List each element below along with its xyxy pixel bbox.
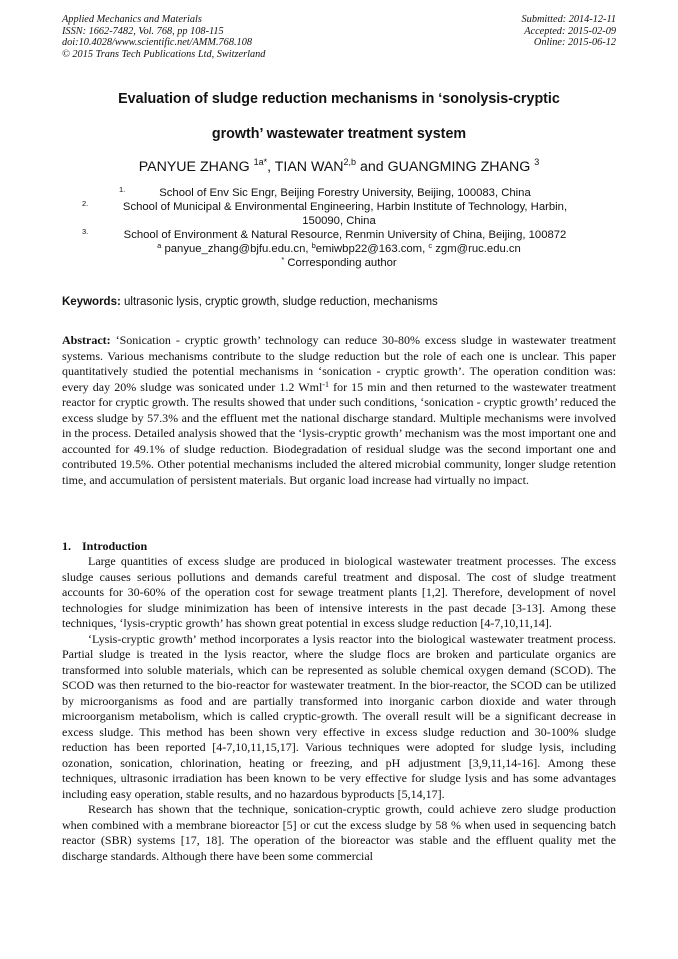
section-body: [62, 554, 616, 864]
affiliation-1: [62, 186, 616, 200]
email-b-marker: b: [311, 241, 316, 250]
abstract-unit-exponent: -1: [322, 379, 329, 389]
paragraph-1: Large quantities of excess sludge are produced in biological wastewater treatment processes. The excess sludge causes serious pollutions and demands careful treatment and disposal. The cost of sludge treatment accounts for 30-60% of the operation cost for sewage treatment plants [1,2]. Therefore, development of novel technologies for sludge minimization has been of intensive interests in the past decade [3-13]. Among these techniques, ‘lysis-cryptic growth’ has shown great potential in excess sludge reduction [4-7,10,11,14].: [62, 554, 616, 630]
keywords-label: Keywords:: [62, 296, 121, 308]
section-title: Introduction: [82, 539, 148, 553]
affiliation-2-number: 2.: [82, 199, 89, 208]
submitted-date: Submitted: 2014-12-11: [521, 14, 616, 25]
affiliation-1-number: 1.: [119, 185, 126, 194]
submission-dates: [522, 14, 616, 49]
paragraph-2: ‘Lysis-cryptic growth’ method incorporates a lysis reactor into the biological wastewater treatment process. Partial sludge is treated in the lysis reactor, where the sludge flocs are broken and particulate organics are transformed into soluble materials, which can be represented as soluble chemical oxygen demand (SCOD). The SCOD was then returned to the bio-reactor for wastewater treatment. In the bior-reactor, the SCOD can be utilized by microorganisms as food and are partially transformed into inorganic carbon dioxide and water through microorganism metabolism, which is called cryptic-growth. The overall result will be a significant decrease in excess sludge. This method has been shown very effective in excess sludge reduction and 30-100% sludge reduction has been reported [4-7,10,11,15,17]. Various techniques were adopted for sludge lysis, including ozonation, sonication, chlorination, heating or freezing, and pH adjustment [3,9,11,14-16]. Among these techniques, ultrasonic irradiation has been known to be very effective for sludge lysis and has some advantages including easy operation, stable results, and no hazardous byproducts [5,14,17].: [62, 631, 616, 801]
journal-doi: doi:10.4028/www.scientific.net/AMM.768.108: [62, 37, 252, 49]
author-2-affiliation: 2,b: [343, 157, 357, 167]
paragraph-3: Research has shown that the technique, sonication-cryptic growth, could achieve zero sludge production when combined with a membrane bioreactor [5] or cut the excess sludge by 58 % when used in sequencing batch reactor (SBR) systems [17, 18]. The operation of the bioreactor was stable and the effluent quality met the discharge standards. Although there have been some commercial: [62, 802, 616, 863]
abstract-text-1: ‘Sonication - cryptic growth’ technology can reduce 30-80% excess sludge in wastewater treatment systems. Various mechanisms contribute to the sludge reduction but the role of each one is unclear. This paper quantitatively studied the potential mechanisms in ‘sonication - cryptic growth’. The operation condition was: every day 20% sludge was sonicated under 1.2 Wml: [62, 333, 616, 394]
journal-info: [62, 14, 265, 60]
affiliation-3-number: 3.: [82, 227, 89, 236]
section-heading: [62, 539, 147, 555]
corresponding-marker: *: [281, 255, 285, 264]
affiliations: [62, 186, 616, 270]
corresponding-author-line: [62, 256, 616, 270]
journal-copyright: © 2015 Trans Tech Publications Ltd, Switzerland: [62, 48, 266, 60]
author-3-affiliation: 3: [534, 157, 540, 167]
accepted-date: Accepted: 2015-02-09: [524, 25, 616, 37]
journal-issn: ISSN: 1662-7482, Vol. 768, pp 108-115: [62, 25, 224, 37]
keywords: [62, 296, 438, 308]
email-line: [62, 242, 616, 256]
abstract-text-2: for 15 min and then returned to the wastewater treatment reactor for cryptic growth. The results showed that under such conditions, ‘sonication - cryptic growth’ reduced the excess sludge by 57.3% and the effluent met the national discharge standard. Multiple mechanisms were involved in the process. Detailed analysis showed that the ‘lysis-cryptic growth’ mechanism was the most important one and accounted for 49.1% of sludge reduction. Biodegradation of residual sludge was the second important one and contributed 19.5%. Other potential mechanisms included the altered microbial community, longer sludge retention time, and accumulation of persistent materials. But organic load increase had virtually no impact.: [62, 379, 616, 487]
author-list: [62, 159, 616, 175]
affiliation-1-text: School of Env Sic Engr, Beijing Forestry University, Beijing, 100083, China: [159, 187, 531, 199]
paper-title-line-2: growth’ wastewater treatment system: [211, 126, 467, 142]
section-number: 1.: [62, 539, 71, 553]
affiliation-2-text-cont: 150090, China: [302, 215, 376, 227]
online-date: Online: 2015-06-12: [533, 37, 616, 49]
affiliation-2: [62, 200, 616, 214]
affiliation-3-text: School of Environment & Natural Resource, Renmin University of China, Beijing, 100872: [123, 229, 567, 241]
affiliation-2-text: School of Municipal & Environmental Engineering, Harbin Institute of Technology, Harbin,: [122, 201, 568, 213]
author-1-affiliation: 1a*: [253, 157, 268, 167]
keywords-text: ultrasonic lysis, cryptic growth, sludge reduction, mechanisms: [120, 296, 438, 308]
email-b: emiwbp22@163.com,: [315, 243, 429, 255]
abstract: [62, 333, 616, 488]
email-a-marker: a: [157, 241, 162, 250]
author-1: PANYUE ZHANG: [138, 159, 250, 175]
email-c-marker: c: [428, 241, 433, 250]
author-3: and GUANGMING ZHANG: [356, 159, 531, 175]
email-a: panyue_zhang@bjfu.edu.cn,: [161, 243, 312, 255]
paper-title-line-1: Evaluation of sludge reduction mechanisms in ‘sonolysis-cryptic: [118, 91, 560, 107]
affiliation-2-cont: [62, 214, 616, 228]
affiliation-3: [62, 228, 616, 242]
corresponding-author-note: Corresponding author: [284, 257, 397, 269]
email-c: zgm@ruc.edu.cn: [432, 243, 521, 255]
author-2: , TIAN WAN: [267, 159, 344, 175]
journal-name: Applied Mechanics and Materials: [62, 14, 202, 25]
abstract-label: Abstract:: [62, 333, 111, 347]
